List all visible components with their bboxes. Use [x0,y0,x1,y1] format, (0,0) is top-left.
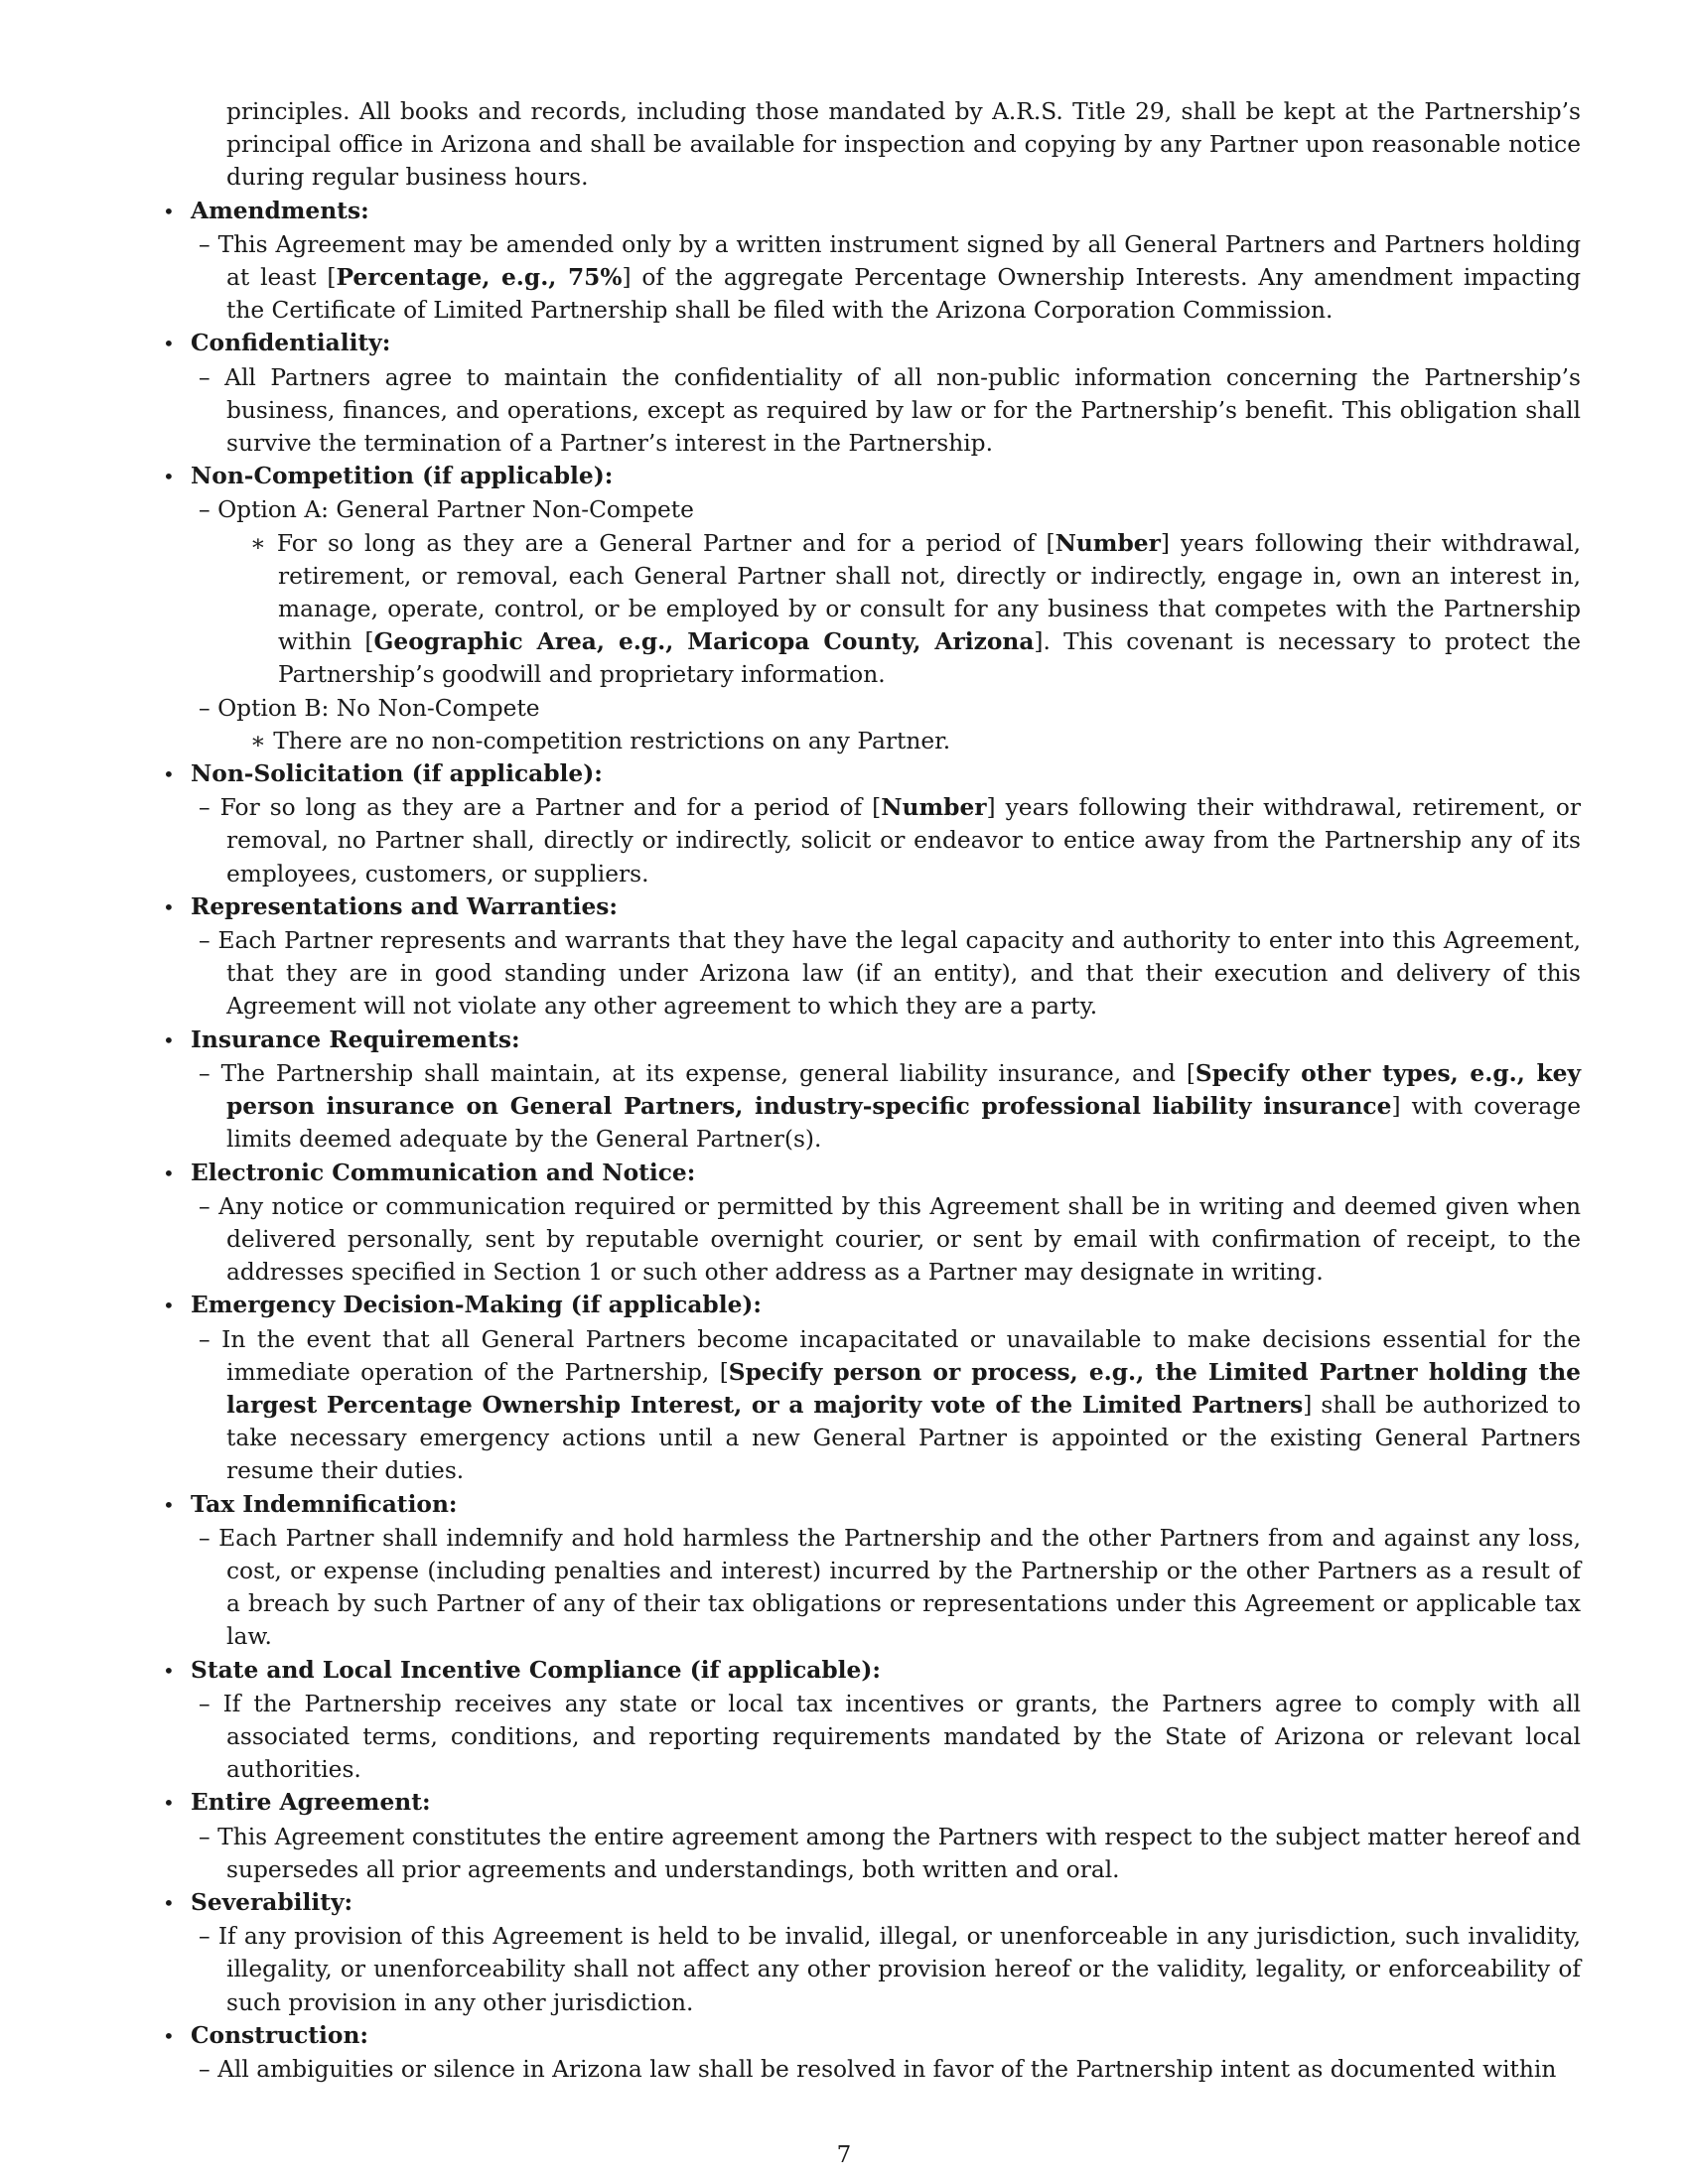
section-heading: • Representations and Warranties: [163,892,619,920]
list-item: – This Agreement may be amended only by a written instrument signed by all General Partners and Partners holding at least [Percentage, e.g., 75%] of the aggregate Percentage Ownership Interests. Any amendment impacting the Certificate of Limited Partnership shall be filed with the Arizona Corporation Commission. [199,230,1582,325]
list-item: – All Partners agree to maintain the confidentiality of all non-public information concerning the Partnership’s business, finances, and operations, except as required by law or for the Partnership’s benefit. This obligation shall survive the termination of a Partner’s interest in the Partnership. [199,363,1582,458]
section-heading: • Tax Indemnification: [163,1490,458,1518]
section-heading: • Amendments: [163,197,369,224]
list-item: – If the Partnership receives any state or local tax incentives or grants, the Partners agree to comply with all associated terms, conditions, and reporting requirements mandated by the State of Arizona or relevant local authorities. [199,1690,1581,1784]
section-heading: • Insurance Requirements: [163,1025,520,1053]
section-heading: • Construction: [163,2021,368,2049]
section-heading: • Confidentiality: [163,330,391,357]
section-heading: • Severability: [163,1888,353,1916]
list-item: – This Agreement constitutes the entire agreement among the Partners with respect to the subject matter hereof and supersedes all prior agreements and understandings, both written and oral. [199,1823,1582,1883]
intro-paragraph: principles. All books and records, including those mandated by A.R.S. Title 29, shall be kept at the Partnership’s principal office in Arizona and shall be available for inspection and copying by any Partner upon reasonable notice during regular business hours. [226,98,1581,192]
document-page [163,95,1582,2086]
list-item: – Each Partner shall indemnify and hold harmless the Partnership and the other Partners from and against any loss, cost, or expense (including penalties and interest) incurred by the Partnership or the other Partners as a result of a breach by such Partner of any of their tax obligations or representations under this Agreement or applicable tax law. [199,1524,1581,1651]
list-item: – If any provision of this Agreement is held to be invalid, illegal, or unenforceable in any jurisdiction, such invalidity, illegality, or unenforceability shall not affect any other provision hereof or the validity, legality, or enforceability of such provision in any other jurisdiction. [199,1923,1581,2016]
section-heading: • Emergency Decision-Making (if applicable): [163,1292,763,1319]
list-item: – Option A: General Partner Non-Compete [199,496,694,524]
list-item: ∗ There are no non-competition restrictions on any Partner. [250,727,951,754]
list-item: ∗ For so long as they are a General Partner and for a period of [Number] years following their withdrawal, retirement, or removal, each General Partner shall not, directly or indirectly, engage in, own an interest in, manage, operate, control, or be employed by or consult for any business that competes with the Partnership within [Geographic Area, e.g., Maricopa County, Arizona]. This covenant is necessary to protect the Partnership’s goodwill and proprietary information. [250,529,1581,689]
section-heading: • Electronic Communication and Notice: [163,1159,696,1186]
list-item: – Any notice or communication required or permitted by this Agreement shall be in writing and deemed given when delivered personally, sent by reputable overnight courier, or sent by email with confirmation of receipt, to the addresses specified in Section 1 or such other address as a Partner may designate in writing. [199,1192,1582,1287]
list-item: – For so long as they are a Partner and for a period of [Number] years following their withdrawal, retirement, or removal, no Partner shall, directly or indirectly, solicit or endeavor to entice away from the Partnership any of its employees, customers, or suppliers. [199,794,1582,887]
section-heading: • Non-Solicitation (if applicable): [163,760,603,788]
list-item: – Option B: No Non-Compete [199,694,540,722]
section-heading: • Entire Agreement: [163,1789,431,1817]
section-heading: • Non-Competition (if applicable): [163,463,614,490]
page-number: 7 [836,2142,852,2168]
list-item: – Each Partner represents and warrants that they have the legal capacity and authority to enter into this Agreement, that they are in good standing under Arizona law (if an entity), and that their execution and delivery of this Agreement will not violate any other agreement to which they are a party. [199,927,1582,1021]
section-heading: • State and Local Incentive Compliance (if applicable): [163,1656,881,1684]
list-item: – All ambiguities or silence in Arizona law shall be resolved in favor of the Partnership intent as documented within [199,2055,1557,2083]
list-item: – The Partnership shall maintain, at its expense, general liability insurance, and [Specify other types, e.g., key person insurance on General Partners, industry-specific professional liability insurance] with coverage limits deemed adequate by the General Partner(s). [199,1059,1582,1154]
list-item: – In the event that all General Partners become incapacitated or unavailable to make decisions essential for the immediate operation of the Partnership, [Specify person or process, e.g., the Limited Partner holding the largest Percentage Ownership Interest, or a majority vote of the Limited Partners] shall be authorized to take necessary emergency actions until a new General Partner is appointed or the existing General Partners resume their duties. [199,1325,1581,1485]
